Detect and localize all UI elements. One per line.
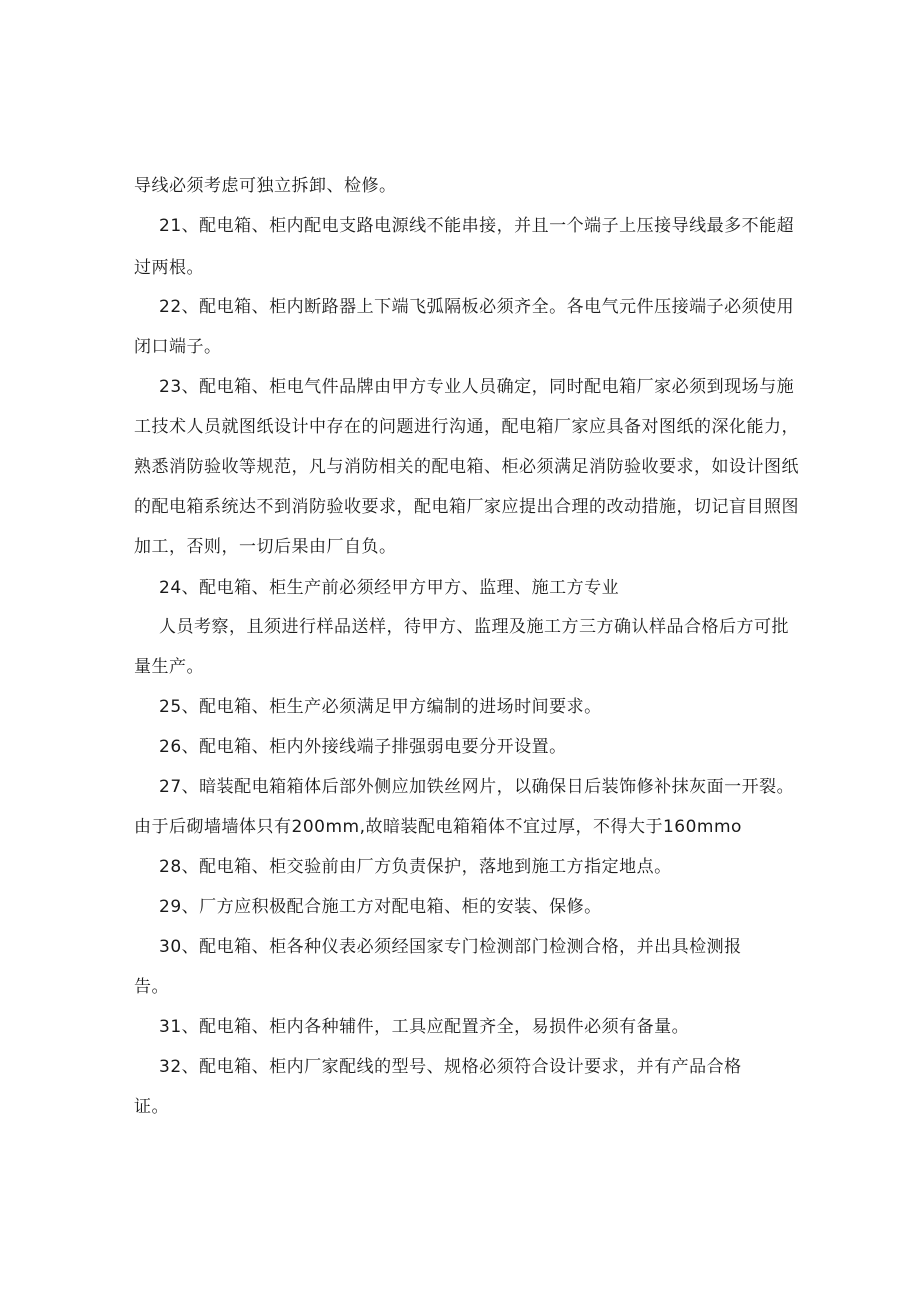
- text-line: 28、配电箱、柜交验前由厂方负责保护，落地到施工方指定地点。: [159, 857, 672, 877]
- text-line: 29、厂方应积极配合施工方对配电箱、柜的安装、保修。: [159, 897, 602, 917]
- text-line: 量生产。: [134, 657, 204, 677]
- text-line: 过两根。: [134, 258, 204, 278]
- text-line: 23、配电箱、柜电气件品牌由甲方专业人员确定，同时配电箱厂家必须到现场与施: [159, 377, 795, 397]
- text-line: 32、配电箱、柜内厂家配线的型号、规格必须符合设计要求，并有产品合格: [159, 1057, 742, 1077]
- text-line: 30、配电箱、柜各种仪表必须经国家专门检测部门检测合格，并出具检测报: [159, 937, 742, 957]
- text-line: 31、配电箱、柜内各种辅件，工具应配置齐全，易损件必须有备量。: [159, 1017, 690, 1037]
- text-line: 21、配电箱、柜内配电支路电源线不能串接，并且一个端子上压接导线最多不能超: [159, 216, 795, 236]
- text-line: 25、配电箱、柜生产必须满足甲方编制的进场时间要求。: [159, 697, 602, 717]
- text-line: 22、配电箱、柜内断路器上下端飞弧隔板必须齐全。各电气元件压接端子必须使用: [159, 297, 795, 317]
- text-line: 由于后砌墙墙体只有200mm,故暗装配电箱箱体不宜过厚，不得大于160mmo: [134, 817, 742, 837]
- text-line: 证。: [134, 1097, 169, 1117]
- text-line: 闭口端子。: [134, 337, 222, 357]
- text-line: 加工，否则，一切后果由厂自负。: [134, 537, 397, 557]
- text-line: 导线必须考虑可独立拆卸、检修。: [134, 176, 397, 196]
- text-line: 告。: [134, 977, 169, 997]
- text-line: 24、配电箱、柜生产前必须经甲方甲方、监理、施工方专业: [159, 578, 620, 598]
- text-line: 人员考察，且须进行样品送样，待甲方、监理及施工方三方确认样品合格后方可批: [159, 617, 789, 637]
- text-line: 26、配电箱、柜内外接线端子排强弱电要分开设置。: [159, 737, 567, 757]
- text-line: 的配电箱系统达不到消防验收要求，配电箱厂家应提出合理的改动措施，切记盲目照图: [134, 497, 799, 517]
- text-line: 熟悉消防验收等规范，凡与消防相关的配电箱、柜必须满足消防验收要求，如设计图纸: [134, 457, 799, 477]
- text-line: 工技术人员就图纸设计中存在的问题进行沟通，配电箱厂家应具备对图纸的深化能力，: [134, 417, 799, 437]
- text-line: 27、暗装配电箱箱体后部外侧应加铁丝网片，以确保日后装饰修补抹灰面一开裂。: [159, 777, 795, 797]
